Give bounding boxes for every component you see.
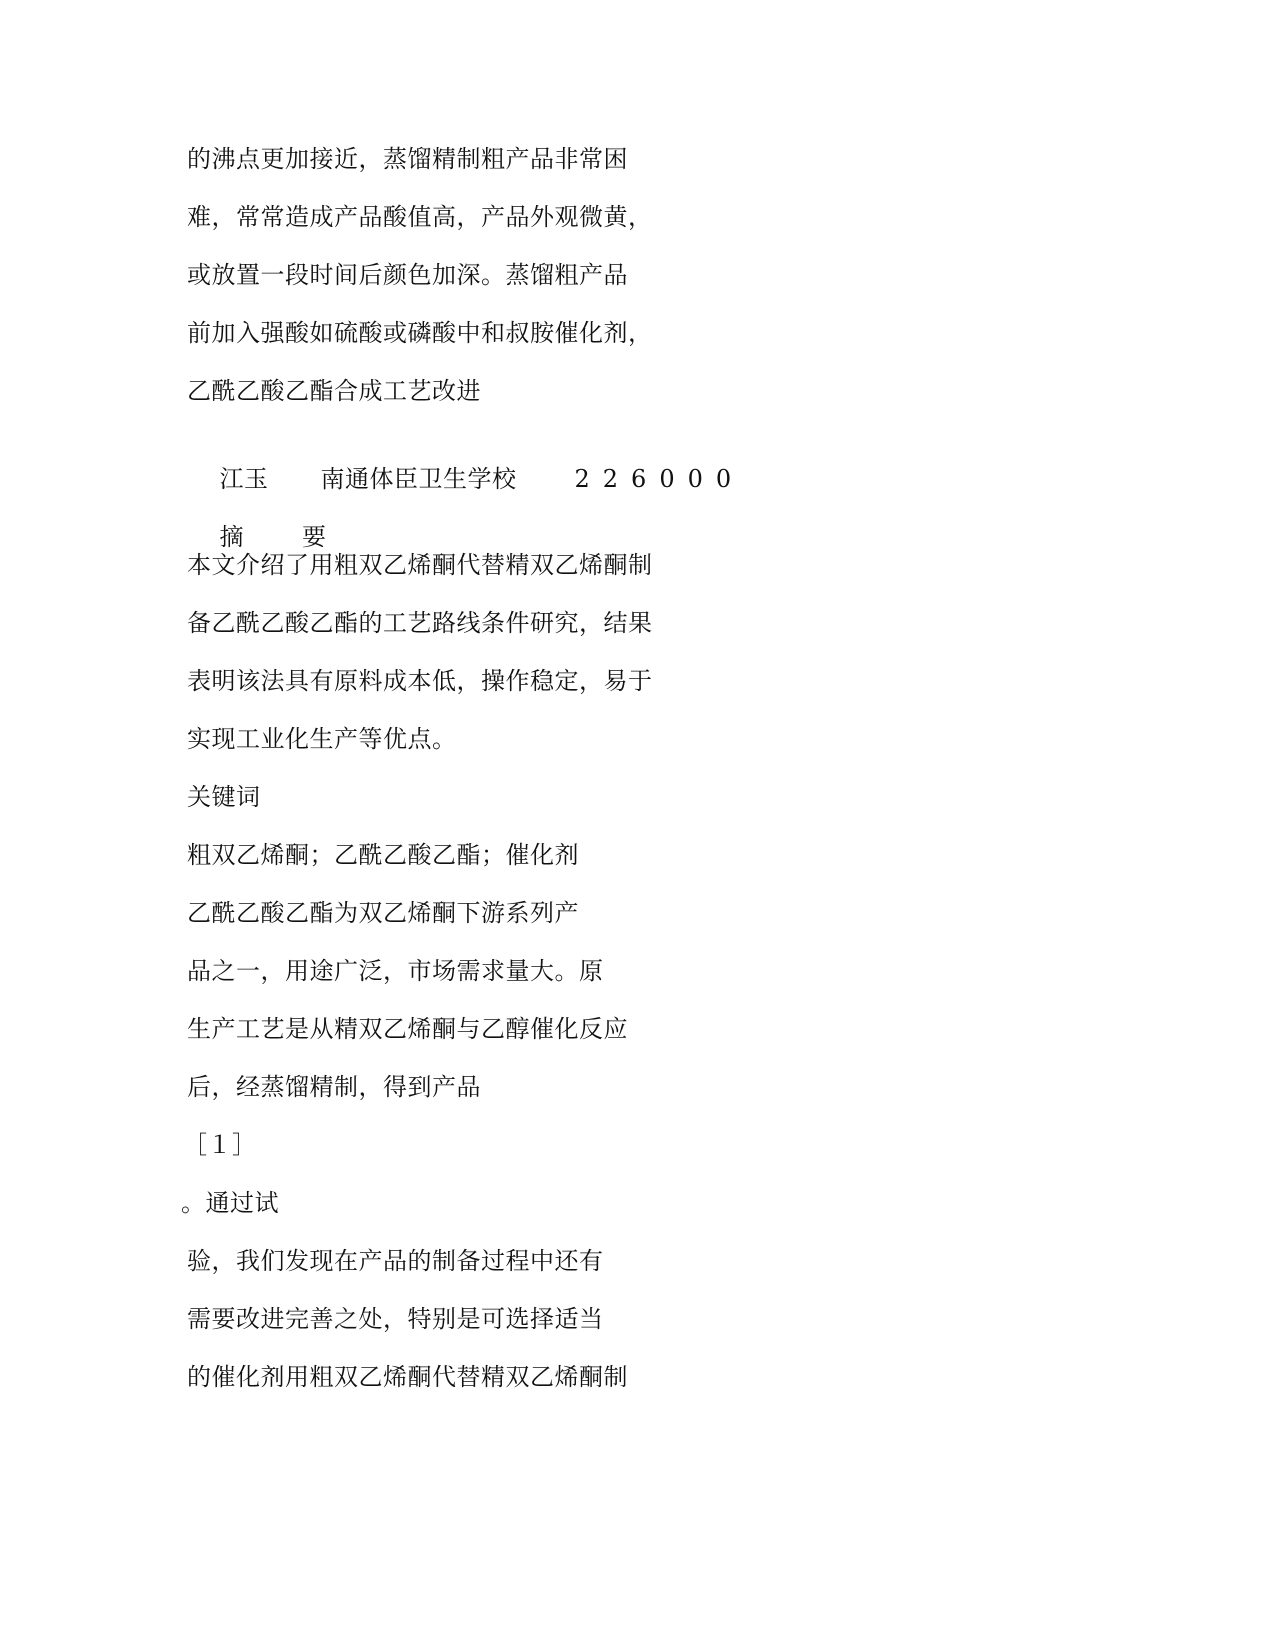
body-line: 需要改进完善之处，特别是可选择适当 [187, 1305, 604, 1333]
author-name: 江玉 [219, 465, 269, 493]
keywords-text: 粗双乙烯酮；乙酰乙酸乙酯；催化剂 [187, 841, 579, 869]
body-line: 生产工艺是从精双乙烯酮与乙醇催化反应 [187, 1015, 628, 1043]
body-line: 验，我们发现在产品的制备过程中还有 [187, 1247, 604, 1275]
text-line: 难，常常造成产品酸值高，产品外观微黄， [187, 203, 653, 231]
body-line: 后，经蒸馏精制，得到产品 [187, 1073, 481, 1101]
postcode: 226000 [574, 465, 745, 493]
text-line: 前加入强酸如硫酸或磷酸中和叔胺催化剂， [187, 319, 653, 347]
citation-marker: ［１］ [183, 1131, 257, 1159]
body-line: 。通过试 [181, 1189, 279, 1217]
body-line: 的催化剂用粗双乙烯酮代替精双乙烯酮制 [187, 1363, 628, 1391]
abstract-line: 表明该法具有原料成本低，操作稳定，易于 [187, 667, 653, 695]
body-line: 乙酰乙酸乙酯为双乙烯酮下游系列产 [187, 899, 579, 927]
keywords-heading: 关键词 [187, 783, 261, 811]
institution: 南通体臣卫生学校 [320, 465, 517, 493]
abstract-line: 备乙酰乙酸乙酯的工艺路线条件研究，结果 [187, 609, 653, 637]
text-line: 的沸点更加接近，蒸馏精制粗产品非常困 [187, 145, 628, 173]
text-line: 或放置一段时间后颜色加深。蒸馏粗产品 [187, 261, 628, 289]
abstract-line: 本文介绍了用粗双乙烯酮代替精双乙烯酮制 [187, 551, 653, 579]
abstract-line: 实现工业化生产等优点。 [187, 725, 457, 753]
abstract-heading-char-1: 摘 [219, 523, 245, 551]
abstract-heading-char-2: 要 [302, 523, 327, 551]
body-line: 品之一，用途广泛，市场需求量大。原 [187, 957, 604, 985]
article-title: 乙酰乙酸乙酯合成工艺改进 [187, 377, 481, 405]
